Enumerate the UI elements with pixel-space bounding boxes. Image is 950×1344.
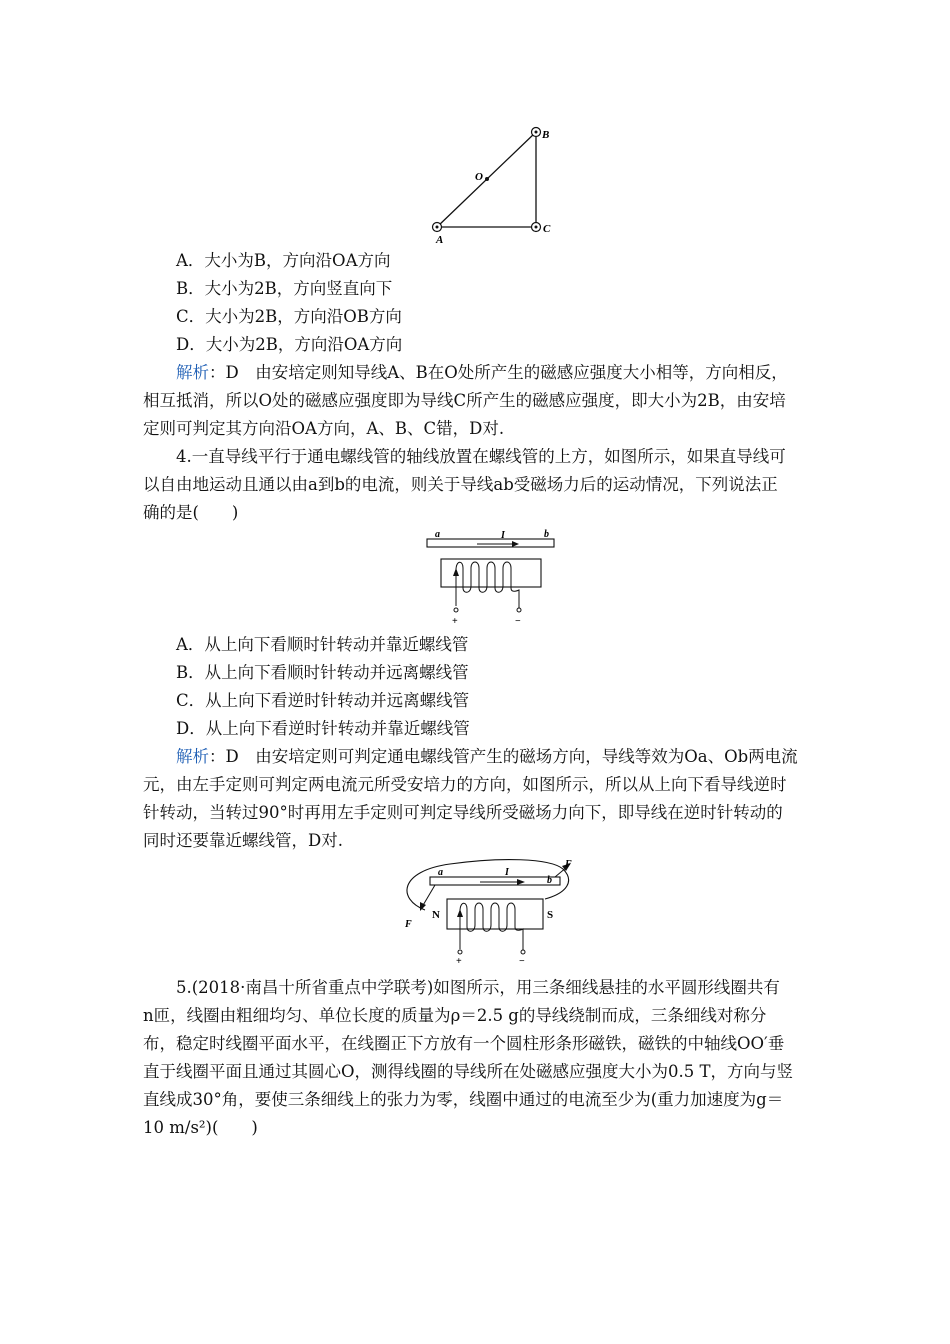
wire-c-icon	[532, 223, 541, 232]
pole-n: N	[432, 909, 440, 921]
q4-stem-line3: 确的是( )	[143, 503, 239, 522]
wire-end-a: a	[438, 867, 443, 878]
q4-analysis-line2: 元，由左手定则可判定两电流元所受安培力的方向，如图所示，所以从上向下看导线逆时	[143, 775, 787, 794]
plus-terminal: +	[456, 956, 462, 965]
q4-analysis-line4: 同时还要靠近螺线管，D对.	[143, 831, 343, 850]
plus-terminal: +	[452, 616, 458, 627]
label-a: A	[436, 234, 444, 245]
analysis-label: 解析	[176, 363, 209, 382]
q5-stem-line4: 直于线圈平面且通过其圆心O，测得线圈的导线所在处磁感应强度大小为0.5 T，方向与竖	[143, 1062, 794, 1081]
q3-option-a: A．大小为B，方向沿OA方向	[176, 251, 391, 270]
q5-stem-line6: 10 m/s²)( )	[143, 1118, 258, 1137]
q5-stem-line1: 5.(2018·南昌十所省重点中学联考)如图所示，用三条细线悬挂的水平圆形线圈共有	[176, 978, 780, 997]
q3-option-b: B．大小为2B，方向竖直向下	[176, 279, 393, 298]
q3-option-d: D．大小为2B，方向沿OA方向	[176, 335, 403, 354]
q4-analysis-line1: 解析：D 由安培定则可判定通电螺线管产生的磁场方向，导线等效为Oa、Ob两电流	[176, 747, 798, 766]
force-figure	[395, 855, 585, 965]
q5-stem-line3: 布，稳定时线圈平面水平，在线圈正下方放有一个圆柱形条形磁铁，磁铁的中轴线OO′垂	[143, 1034, 785, 1053]
q4-stem-line2: 以自由地运动且通以由a到b的电流，则关于导线ab受磁场力后的运动情况，下列说法正	[143, 475, 778, 494]
force-label-top: F	[565, 859, 572, 870]
current-label: I	[501, 530, 505, 541]
q5-stem-line2: n匝，线圈由粗细均匀、单位长度的质量为ρ＝2.5 g的导线绕制而成，三条细线对称分	[143, 1006, 767, 1025]
minus-terminal: −	[515, 616, 521, 627]
wire-a-icon	[433, 223, 442, 232]
q5-stem-line5: 直线成30°角，要使三条细线上的张力为零，线圈中通过的电流至少为(重力加速度为g＝	[143, 1090, 784, 1109]
q4-option-a: A．从上向下看顺时针转动并靠近螺线管	[176, 635, 469, 654]
q4-option-d: D．从上向下看逆时针转动并靠近螺线管	[176, 719, 470, 738]
q3-analysis-line2: 相互抵消，所以O处的磁感应强度即为导线C所产生的磁感应强度，即大小为2B，由安培	[143, 391, 786, 410]
triangle-figure	[420, 120, 570, 245]
wire-b-icon	[532, 128, 541, 137]
label-b: B	[542, 129, 550, 141]
q3-analysis-line1: 解析：D 由安培定则知导线A、B在O处所产生的磁感应强度大小相等，方向相反，	[176, 363, 788, 382]
q4-stem-line1: 4.一直导线平行于通电螺线管的轴线放置在螺线管的上方，如图所示，如果直导线可	[176, 447, 786, 466]
current-label: I	[505, 867, 509, 878]
label-o: O	[475, 171, 483, 183]
label-c: C	[543, 223, 551, 235]
wire-end-a: a	[435, 529, 440, 540]
wire-end-b: b	[544, 529, 549, 540]
force-label-bottom: F	[405, 919, 412, 930]
solenoid-figure	[415, 528, 565, 628]
minus-terminal: −	[519, 956, 525, 965]
wire-end-b: b	[547, 875, 552, 886]
q4-analysis-line3: 针转动，当转过90°时再用左手定则可判定导线所受磁场力向下，即导线在逆时针转动的	[143, 803, 783, 822]
q3-option-c: C．大小为2B，方向沿OB方向	[176, 307, 402, 326]
q4-option-b: B．从上向下看顺时针转动并远离螺线管	[176, 663, 469, 682]
analysis-label: 解析	[176, 747, 209, 766]
q3-analysis-line3: 定则可判定其方向沿OA方向，A、B、C错，D对.	[143, 419, 505, 438]
q4-option-c: C．从上向下看逆时针转动并远离螺线管	[176, 691, 470, 710]
pole-s: S	[547, 909, 554, 921]
